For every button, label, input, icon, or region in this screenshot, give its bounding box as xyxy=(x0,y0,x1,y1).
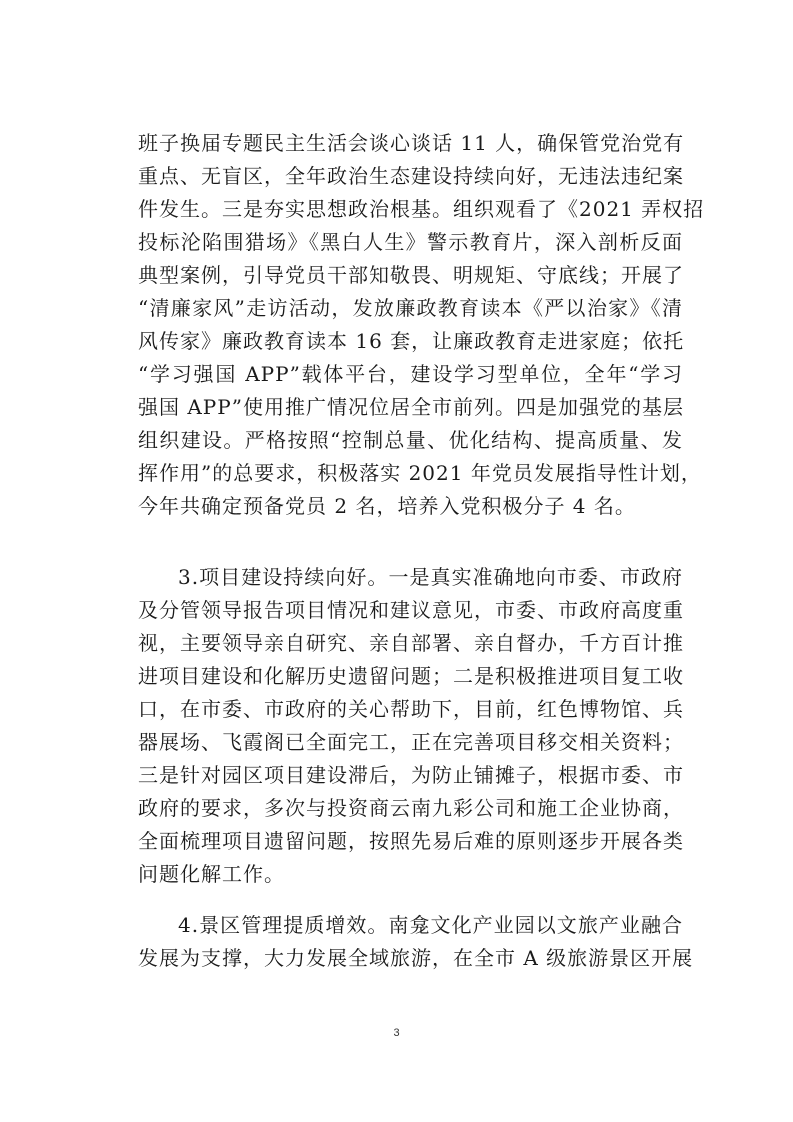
paragraph-scenic-management xyxy=(138,909,694,975)
text-line: 问题化解工作。 xyxy=(138,862,285,886)
paragraph-party-building xyxy=(138,127,705,523)
text-line: 及分管领导报告项目情况和建议意见，市委、市政府高度重 xyxy=(138,598,684,622)
text-line: 典型案例，引导党员干部知敬畏、明规矩、守底线；开展了 xyxy=(138,263,684,287)
text-line: 视，主要领导亲自研究、亲自部署、亲自督办，千方百计推 xyxy=(138,631,684,655)
text-line: 投标沦陷围猎场》《黑白人生》警示教育片，深入剖析反面 xyxy=(138,230,683,254)
text-line: 班子换届专题民主生活会谈心谈话 11 人，确保管党治党有 xyxy=(138,131,685,155)
text-line: 今年共确定预备党员 2 名，培养入党积极分子 4 名。 xyxy=(138,494,636,518)
text-line: 进项目建设和化解历史遗留问题；二是积极推进项目复工收 xyxy=(138,664,684,688)
text-line: 风传家》廉政教育读本 16 套，让廉政教育走进家庭；依托 xyxy=(138,329,685,353)
text-line: 口，在市委、市政府的关心帮助下，目前，红色博物馆、兵 xyxy=(138,697,684,721)
text-line: 政府的要求，多次与投资商云南九彩公司和施工企业协商， xyxy=(138,796,684,820)
text-line: 件发生。三是夯实思想政治根基。组织观看了《2021 弄权招 xyxy=(138,197,705,221)
text-line: 组织建设。严格按照“控制总量、优化结构、提高质量、发 xyxy=(138,428,683,452)
text-line: 发展为支撑，大力发展全域旅游，在全市 A 级旅游景区开展 xyxy=(138,946,694,970)
text-line: “学习强国 APP”载体平台，建设学习型单位，全年“学习 xyxy=(138,362,683,386)
text-line: 强国 APP”使用推广情况位居全市前列。四是加强党的基层 xyxy=(138,395,684,419)
text-line: 4.景区管理提质增效。南龛文化产业园以文旅产业融合 xyxy=(178,913,683,937)
text-line: 全面梳理项目遗留问题，按照先易后难的原则逐步开展各类 xyxy=(138,829,684,853)
text-line: 3.项目建设持续向好。一是真实准确地向市委、市政府 xyxy=(178,565,683,589)
paragraph-project-construction xyxy=(138,561,683,891)
page-number: 3 xyxy=(393,1027,400,1039)
text-line: 重点、无盲区，全年政治生态建设持续向好，无违法违纪案 xyxy=(138,164,684,188)
text-line: 三是针对园区项目建设滞后，为防止铺摊子，根据市委、市 xyxy=(138,763,684,787)
text-line: “清廉家风”走访活动，发放廉政教育读本《严以治家》《清 xyxy=(138,296,683,320)
text-line: 挥作用”的总要求，积极落实 2021 年党员发展指导性计划， xyxy=(138,461,702,485)
text-line: 器展场、飞霞阁已全面完工，正在完善项目移交相关资料； xyxy=(138,730,684,754)
